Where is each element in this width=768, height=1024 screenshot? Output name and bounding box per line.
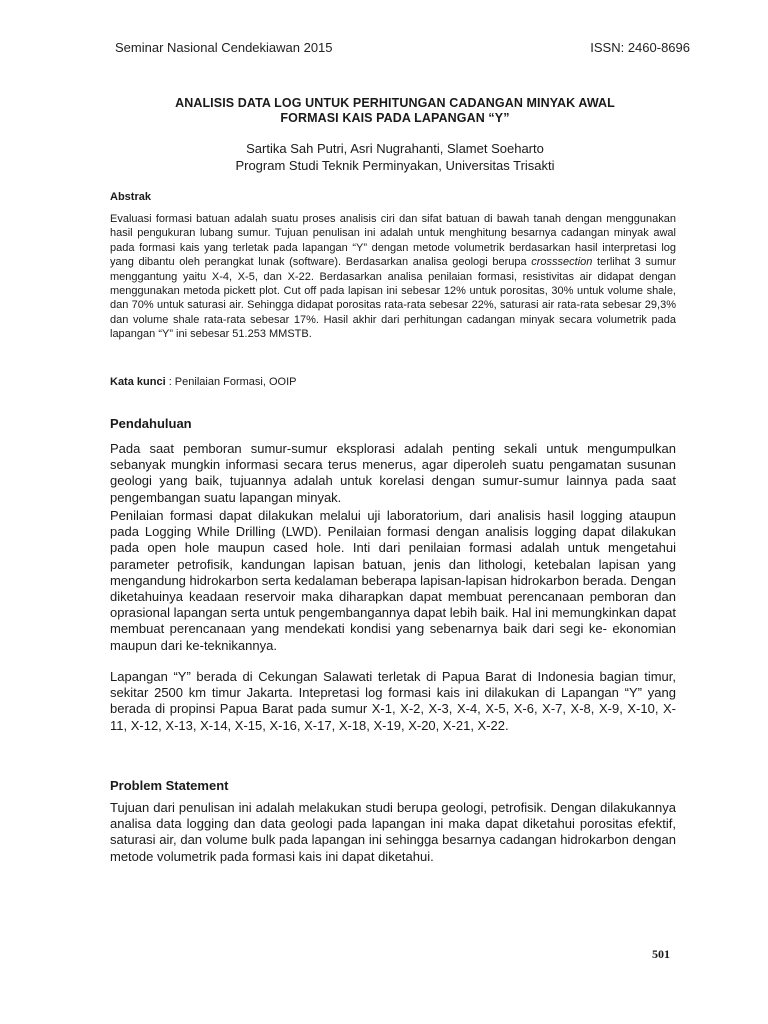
pendahuluan-paragraph-3: Lapangan “Y” berada di Cekungan Salawati terletak di Papua Barat di Indonesia bagian timur, sekitar 2500 km timur Jakarta. Intepretasi log formasi kais ini dilakukan di Lapangan “Y” yang berada di propinsi Papua Barat pada sumur X-1, X-2, X-3, X-4, X-5, X-6, X-7, X-8, X-9, X-10, X-11, X-12, X-13, X-14, X-15, X-16, X-17, X-18, X-19, X-20, X-21, X-22. [110,669,676,733]
running-header [115,40,690,55]
abstract-text [110,212,676,342]
abstract-italic-term: crosssection [531,256,593,269]
abstract-heading: Abstrak [110,191,151,203]
issn: ISSN: 2460-8696 [590,40,690,55]
title-line-2: FORMASI KAIS PADA LAPANGAN “Y” [280,111,510,125]
problem-statement-paragraph: Tujuan dari penulisan ini adalah melakukan studi berupa geologi, petrofisik. Dengan dilakukannya analisa data logging dan data geologi pada lapangan ini maka dapat diketahui porositas efektif, saturasi air, dan volume bulk pada lapangan ini sehingga besarnya cadangan hidrokarbon dengan metode volumetrik pada formasi kais ini dapat diketahui. [110,800,676,864]
section-heading-pendahuluan: Pendahuluan [110,416,192,431]
pendahuluan-paragraph-1: Pada saat pemboran sumur-sumur eksplorasi adalah penting sekali untuk mengumpulkan sebanyak mungkin informasi secara terus menerus, agar diperoleh suatu pengamatan susunan geologi yang baik, tujuannya adalah untuk korelasi dengan sumur-sumur lainnya pada saat pengembangan suatu lapangan minyak. [110,441,676,505]
title-line-1: ANALISIS DATA LOG UNTUK PERHITUNGAN CADANGAN MINYAK AWAL [175,96,615,110]
page-number: 501 [652,947,670,961]
conference-name: Seminar Nasional Cendekiawan 2015 [115,40,333,55]
abstract-text-part-1: Evaluasi formasi batuan adalah suatu proses analisis ciri dan sifat batuan di bawah tanah dengan menggunakan hasil pengukuran lubang sumur. Tujuan penulisan ini adalah untuk menghitung besarnya cadangan minyak awal pada formasi kais yang terletak pada lapangan “Y” dengan metode volumetrik berdasarkan hasil interpretasi log yang dibantu oleh perangkat lunak (software). Berdasarkan analisa geologi berupa [110,213,676,269]
keywords-line [110,376,296,388]
section-heading-problem-statement: Problem Statement [110,778,229,793]
author-block [100,140,690,174]
pendahuluan-paragraph-2: Penilaian formasi dapat dilakukan melalui uji laboratorium, dari analisis hasil logging ataupun pada Logging While Drilling (LWD). Penilaian formasi dengan analisis logging dapat dilakukan pada open hole maupun cased hole. Inti dari penilaian formasi adalah untuk mengetahui parameter petrofisik, kandungan lapisan batuan, jenis dan lithologi, ketebalan lapisan yang mengandung hidrokarbon serta kedalaman beberapa lapisan-lapisan hidrokarbon berada. Dengan diketahuinya keadaan reservoir maka diharapkan dapat membuat perencanaan pemboran dan oprasional lapangan serta untuk pengembangannya dapat lebih baik. Hal ini memungkinkan dapat membuat perencanaan yang mendekati kondisi yang sebenarnya baik dari segi ke- ekonomian maupun dari ke-teknikannya. [110,508,676,653]
paper-title [100,96,690,126]
author-affiliation: Program Studi Teknik Perminyakan, Universitas Trisakti [235,158,555,173]
keywords-value: : Penilaian Formasi, OOIP [165,376,297,388]
author-names: Sartika Sah Putri, Asri Nugrahanti, Slamet Soeharto [246,141,544,156]
keywords-label: Kata kunci [110,376,166,388]
abstract-text-part-2: terlihat 3 sumur menggantung yaitu X-4, X-5, dan X-22. Berdasarkan analisa penilaian formasi, resistivitas air didapat dengan menggunakan metoda pickett plot. Cut off pada lapisan ini sebesar 12% untuk porositas, 30% untuk volume shale, dan 70% untuk saturasi air. Sehingga didapat porositas rata-rata sebesar 22%, saturasi air rata-rata sebesar 29,3% dan volume shale rata-rata sebesar 17%. Hasil akhir dari perhitungan cadangan minyak secara volumetrik pada lapangan “Y” ini sebesar 51.253 MMSTB. [110,256,676,341]
